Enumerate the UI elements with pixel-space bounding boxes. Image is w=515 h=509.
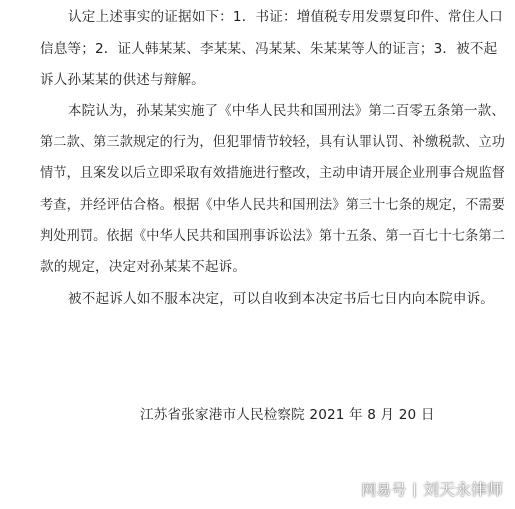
watermark-author: 刘天永律师 [422, 480, 503, 499]
opinion-line-4: 考查，并经评估合格。根据《中华人民共和国刑法》第三十七条的规定，不需要 [40, 197, 506, 213]
opinion-line-1: 本院认为，孙某某实施了《中华人民共和国刑法》第二百零五条第一款、 [68, 103, 505, 119]
opinion-line-2: 第二款、第三款规定的行为，但犯罪情节较轻，具有认罪认罚、补缴税款、立功 [40, 134, 506, 150]
evidence-line-1: 认定上述事实的证据如下：1．书证：增值税专用发票复印件、常住人口 [68, 9, 503, 25]
evidence-line-3: 诉人孙某某的供述与辩解。 [40, 72, 205, 88]
appeal-notice-line: 被不起诉人如不服本决定，可以自收到本决定书后七日内向本院申诉。 [68, 291, 495, 307]
watermark-separator: | [412, 482, 417, 498]
watermark [361, 481, 503, 499]
evidence-line-2: 信息等；2．证人韩某某、李某某、冯某某、朱某某等人的证言；3．被不起 [40, 41, 498, 57]
watermark-brand: 网易号 [361, 481, 407, 499]
opinion-line-6: 款的规定，决定对孙某某不起诉。 [40, 259, 247, 275]
opinion-line-3: 情节，且案发以后立即采取有效措施进行整改，主动申请开展企业刑事合规监督 [40, 165, 506, 181]
opinion-line-5: 判处刑罚。依据《中华人民共和国刑事诉讼法》第十五条、第一百七十七条第二 [40, 228, 506, 244]
signature-line: 江苏省张家港市人民检察院 2021 年 8 月 20 日 [140, 407, 435, 423]
